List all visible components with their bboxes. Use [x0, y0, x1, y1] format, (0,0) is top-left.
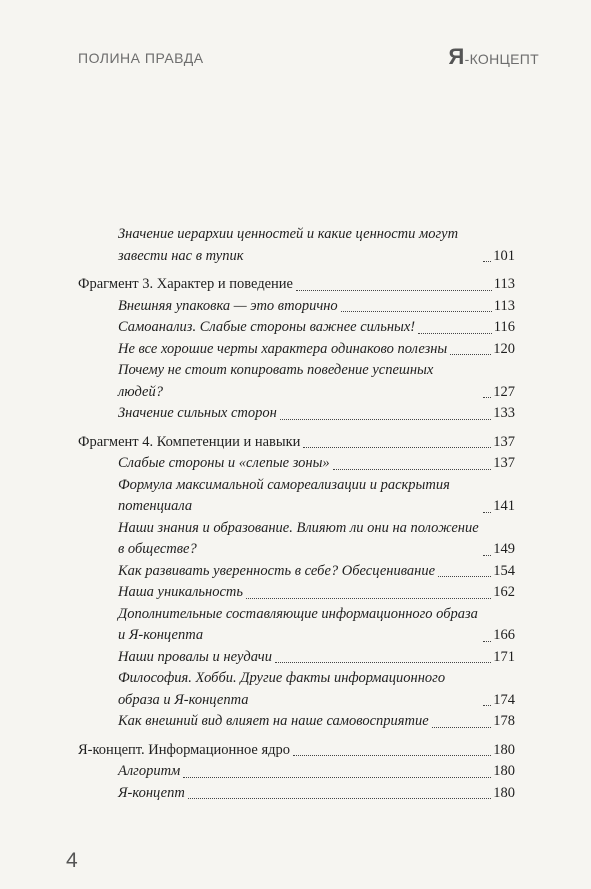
toc-entry	[78, 317, 515, 339]
toc-entry	[78, 432, 515, 454]
toc-entry-title: Наша уникальность	[118, 584, 243, 600]
toc-entry-title: Значение сильных сторон	[118, 405, 277, 421]
toc-entry-title: Как развивать уверенность в себе? Обесценивание	[118, 562, 436, 579]
toc-entry	[78, 668, 515, 711]
toc-leader	[483, 397, 491, 398]
toc-entry-page: 180	[493, 741, 515, 758]
toc-leader	[183, 777, 491, 778]
toc-entry-page: 180	[493, 784, 515, 801]
toc-entry-title: Фрагмент 3. Характер и поведение	[78, 276, 293, 292]
toc-leader	[438, 576, 491, 577]
toc-entry	[78, 783, 515, 805]
running-head-title	[449, 44, 540, 70]
toc-entry	[78, 604, 515, 647]
toc-leader	[341, 311, 492, 312]
toc-entry	[78, 561, 515, 583]
toc-entry-title: Самоанализ. Слабые стороны важнее сильных!	[118, 319, 416, 335]
toc-leader	[333, 469, 492, 470]
toc-leader	[483, 512, 491, 513]
toc-entry-page: 101	[493, 247, 515, 264]
toc-entry-title: Не все хорошие черты характера одинаково полезны	[118, 340, 448, 357]
toc-entry-page: 116	[493, 319, 515, 335]
toc-entry-page: 180	[493, 763, 515, 779]
toc-entry	[78, 518, 515, 561]
toc-leader	[483, 705, 491, 706]
toc-entry-page: 120	[493, 340, 515, 357]
toc-entry	[78, 339, 515, 361]
running-head-author: ПОЛИНА ПРАВДА	[78, 50, 204, 66]
toc-leader	[280, 419, 491, 420]
toc-leader	[296, 290, 492, 291]
toc-entry	[78, 274, 515, 296]
toc-entry	[78, 453, 515, 475]
table-of-contents	[78, 224, 515, 804]
toc-entry-page: 149	[493, 541, 515, 557]
toc-entry	[78, 360, 515, 403]
toc-leader	[293, 755, 491, 756]
toc-entry-page: 178	[493, 713, 515, 729]
toc-entry-page: 113	[493, 276, 515, 292]
toc-entry-page: 137	[493, 433, 515, 450]
toc-entry-page: 171	[493, 648, 515, 665]
toc-entry-title: Значение иерархии ценностей и какие ценности могут завести нас в тупик	[118, 226, 459, 264]
toc-entry-page: 141	[493, 498, 515, 514]
toc-entry-page: 127	[493, 383, 515, 400]
toc-entry-title: Почему не стоит копировать поведение успешных людей?	[118, 362, 434, 400]
toc-entry	[78, 647, 515, 669]
page-number: 4	[66, 849, 78, 872]
toc-entry-title: Наши знания и образование. Влияют ли они на положение в обществе?	[118, 519, 479, 557]
toc-entry	[78, 475, 515, 518]
toc-entry-page: 162	[493, 584, 515, 600]
toc-entry-title: Как внешний вид влияет на наше самовосприятие	[118, 713, 429, 729]
toc-entry	[78, 711, 515, 733]
toc-leader	[275, 662, 491, 663]
toc-entry-title: Я-концепт. Информационное ядро	[78, 741, 291, 758]
toc-leader	[188, 798, 491, 799]
toc-entry	[78, 761, 515, 783]
toc-entry	[78, 296, 515, 318]
toc-entry-title: Дополнительные составляющие информационного образа и Я-концепта	[118, 605, 478, 643]
toc-leader	[450, 354, 491, 355]
toc-entry-title: Формула максимальной самореализации и раскрытия потенциала	[118, 476, 450, 514]
toc-leader	[246, 598, 491, 599]
running-head-title-rest: -КОНЦЕПТ	[464, 51, 539, 67]
toc-entry-title: Философия. Хобби. Другие факты информационного образа и Я-концепта	[118, 670, 446, 708]
toc-leader	[303, 447, 491, 448]
toc-entry-page: 166	[493, 627, 515, 643]
toc-entry-page: 154	[493, 562, 515, 579]
toc-entry-page: 133	[493, 405, 515, 421]
toc-entry-page: 137	[493, 455, 515, 471]
toc-entry	[78, 403, 515, 425]
toc-entry	[78, 224, 515, 267]
toc-leader	[432, 727, 492, 728]
toc-entry	[78, 582, 515, 604]
toc-entry-page: 174	[493, 691, 515, 708]
toc-leader	[483, 555, 491, 556]
toc-entry-title: Наши провалы и неудачи	[118, 648, 272, 665]
toc-entry-page: 113	[493, 297, 515, 314]
toc-leader	[483, 261, 491, 262]
toc-entry-title: Фрагмент 4. Компетенции и навыки	[78, 433, 301, 450]
toc-leader	[483, 641, 491, 642]
running-head-title-letter: Я	[448, 44, 465, 69]
toc-entry	[78, 740, 515, 762]
toc-entry-title: Я-концепт	[118, 784, 185, 801]
toc-entry-title: Внешняя упаковка — это вторично	[118, 297, 338, 314]
toc-leader	[418, 333, 492, 334]
toc-entry-title: Алгоритм	[118, 763, 181, 779]
toc-entry-title: Слабые стороны и «слепые зоны»	[118, 455, 330, 471]
